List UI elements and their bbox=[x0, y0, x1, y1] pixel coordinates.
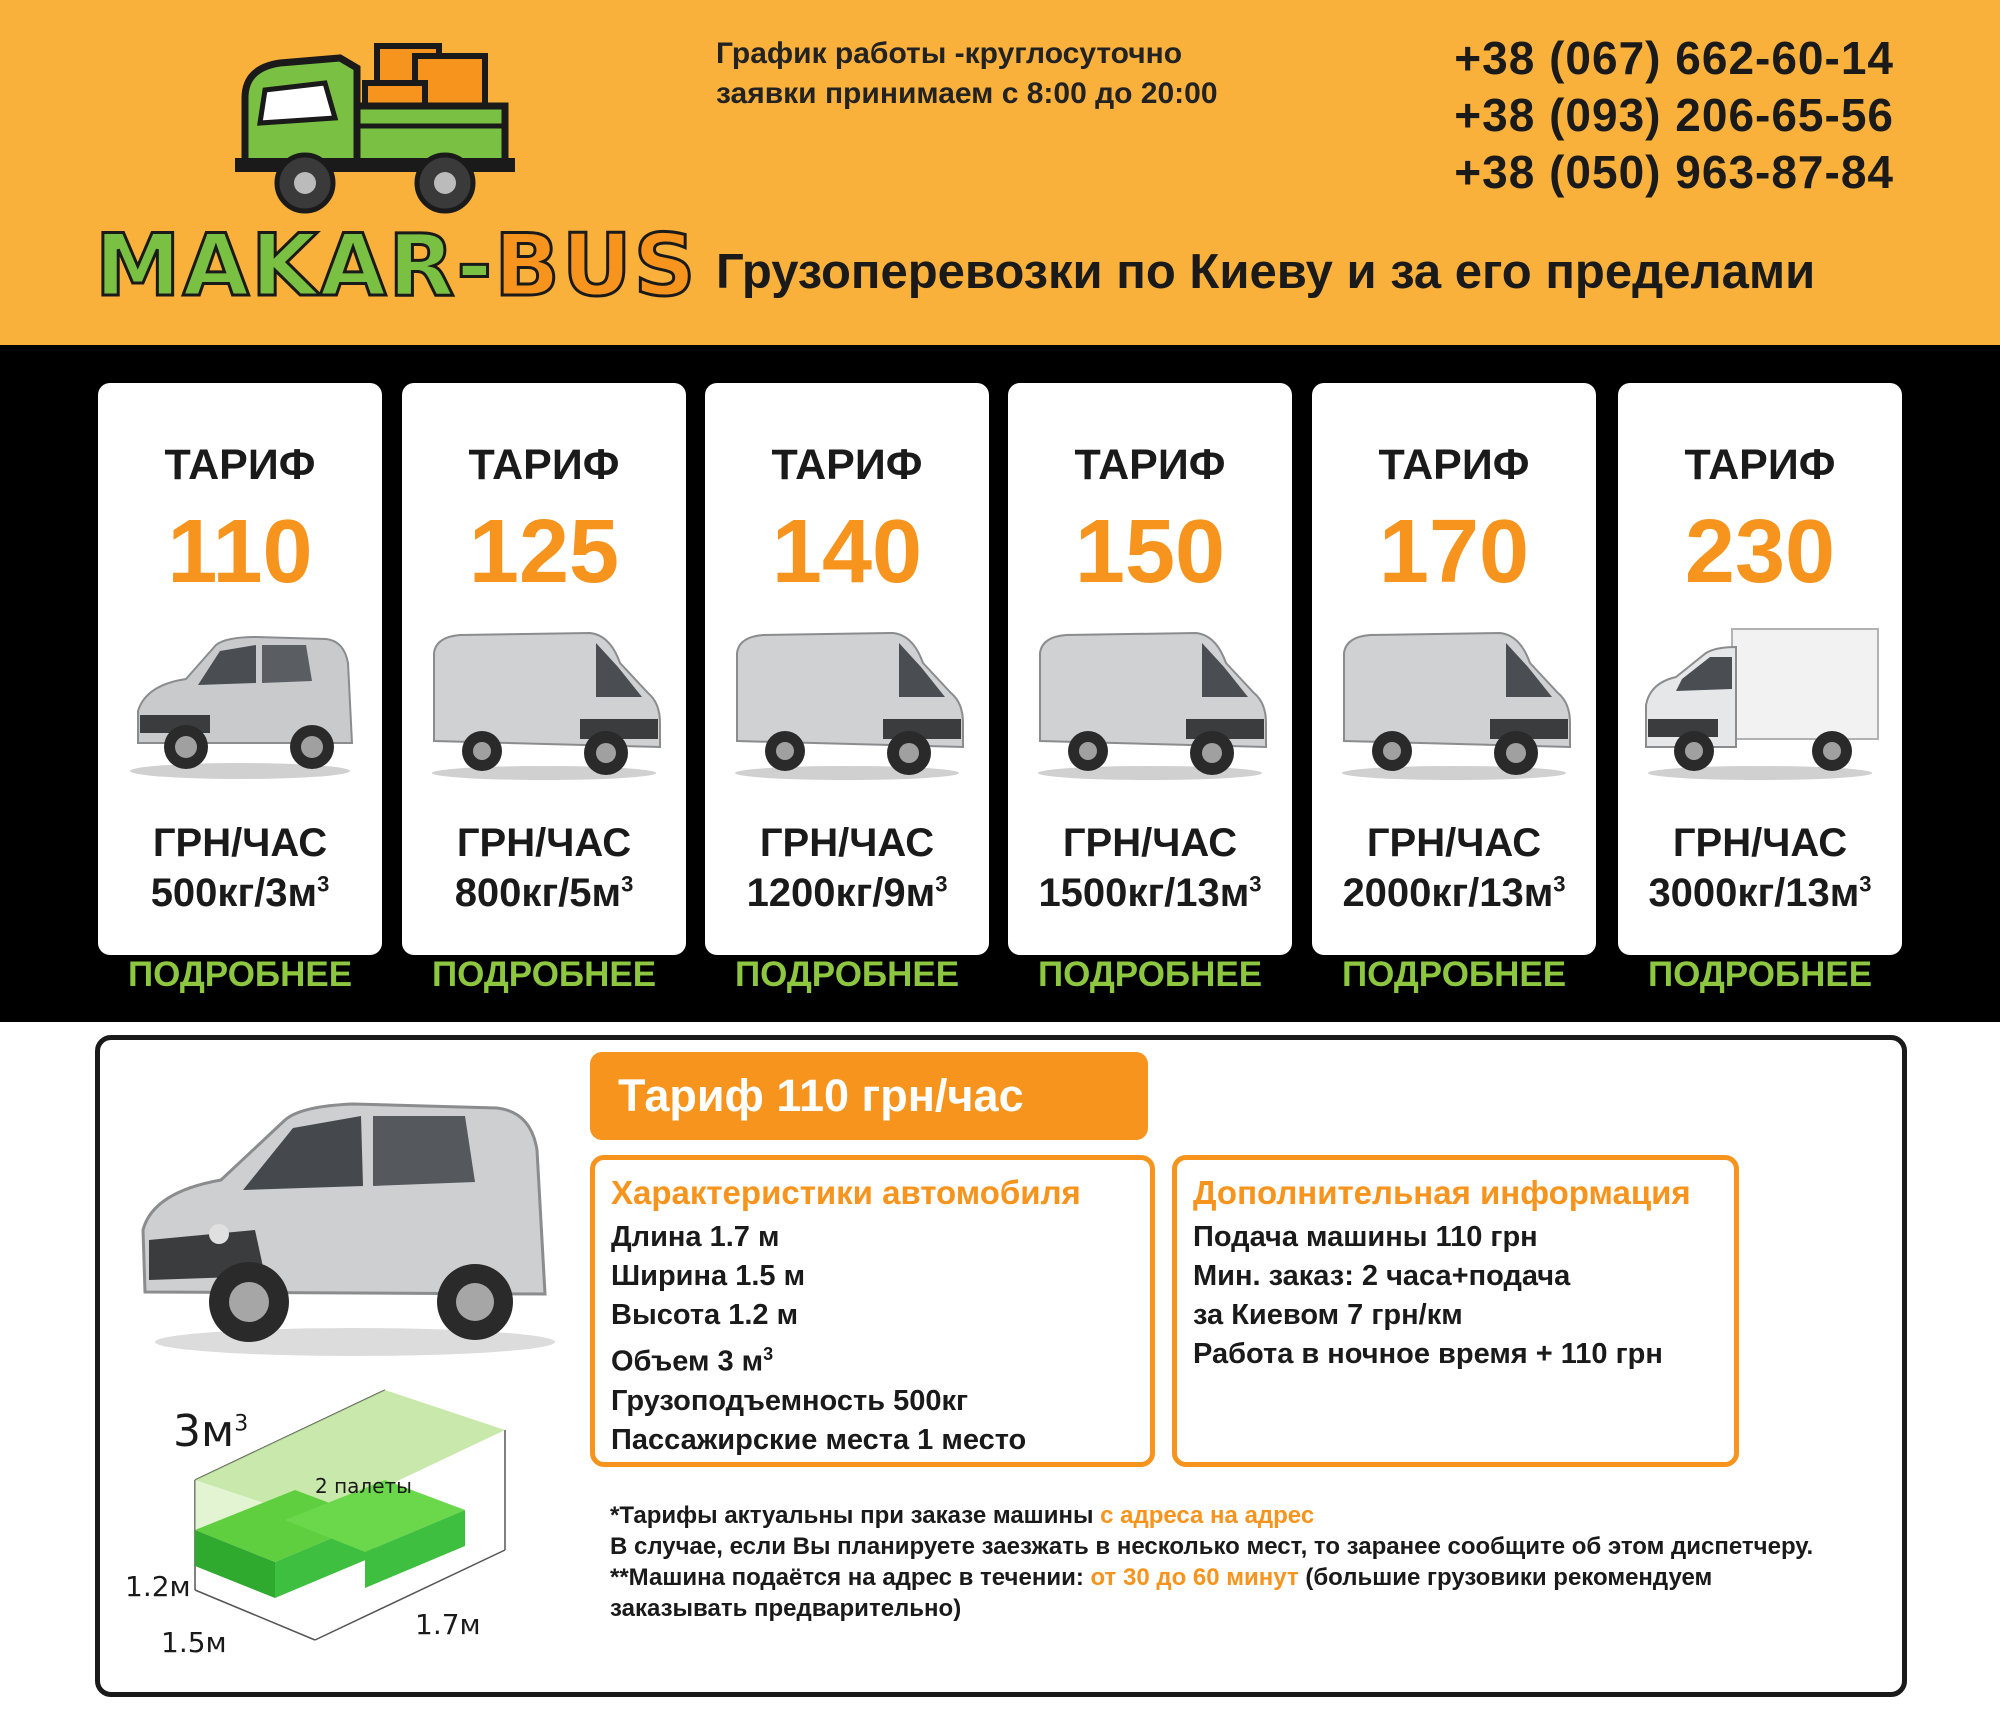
tariff-label: ТАРИФ bbox=[1684, 441, 1836, 489]
tariff-price: 110 bbox=[167, 502, 313, 602]
tariff-capacity: $2000кг/13м^3$ bbox=[1342, 871, 1566, 915]
compact-van-icon bbox=[116, 623, 364, 783]
tariff-unit: ГРН/ЧАС bbox=[759, 821, 935, 865]
spec-line: Ширина 1.5 м bbox=[611, 1260, 806, 1292]
cargo-volume-diagram bbox=[125, 1370, 585, 1670]
box-truck-icon bbox=[1636, 623, 1884, 783]
tariff-capacity: $1500кг/13м^3$ bbox=[1038, 871, 1262, 915]
tariff-price: 230 bbox=[1684, 502, 1836, 602]
vehicle-specs-box bbox=[590, 1155, 1155, 1467]
specs-title: Характеристики автомобиля bbox=[611, 1174, 1081, 1211]
tariff-price: 170 bbox=[1378, 502, 1530, 602]
details-link[interactable]: ПОДРОБНЕЕ bbox=[1037, 955, 1263, 994]
tariff-detail-title: Тариф 110 грн/час bbox=[590, 1052, 1148, 1140]
details-link[interactable]: ПОДРОБНЕЕ bbox=[431, 955, 657, 994]
note-line: **Машина подаётся на адрес в течении: от 30 до 60 минут (большие грузовики рекомендуем заказывать предварительно) bbox=[610, 1564, 1713, 1622]
spec-line: Пассажирские места 1 место bbox=[611, 1423, 1027, 1456]
tariff-card-170[interactable] bbox=[1312, 383, 1596, 994]
tariff-unit: ГРН/ЧАС bbox=[152, 821, 328, 865]
tariff-unit: ГРН/ЧАС bbox=[1672, 821, 1848, 865]
work-schedule bbox=[716, 34, 1218, 114]
spec-line: Высота 1.2 м bbox=[611, 1299, 799, 1331]
tariff-card-110[interactable] bbox=[98, 383, 382, 994]
tariff-price: 140 bbox=[771, 502, 923, 602]
info-line: Подача машины 110 грн bbox=[1193, 1221, 1538, 1253]
tariff-label: ТАРИФ bbox=[1074, 441, 1226, 489]
tariff-capacity: $1200кг/9м^3$ bbox=[746, 871, 948, 915]
tariff-label: ТАРИФ bbox=[468, 441, 620, 489]
tariff-price: 150 bbox=[1074, 502, 1226, 602]
details-link[interactable]: ПОДРОБНЕЕ bbox=[1647, 955, 1873, 994]
tariff-label: ТАРИФ bbox=[164, 441, 316, 489]
schedule-line: График работы -круглосуточно bbox=[716, 37, 1183, 70]
tariff-section bbox=[0, 345, 2000, 1022]
phone-link[interactable]: +38 (093) 206-65-56 bbox=[1454, 89, 1894, 141]
cargo-van-icon bbox=[420, 623, 668, 783]
tariff-unit: ГРН/ЧАС bbox=[1062, 821, 1238, 865]
tariff-capacity: $800кг/5м^3$ bbox=[454, 871, 634, 915]
spec-line: Объем 3 $м^3$ bbox=[611, 1344, 774, 1378]
info-line: за Киевом 7 грн/км bbox=[1193, 1299, 1463, 1331]
page-title: Грузоперевозки по Киеву и за его пределами bbox=[716, 245, 1816, 299]
tariff-card-230[interactable] bbox=[1618, 383, 1902, 994]
height-label: 1.2м bbox=[125, 1570, 191, 1603]
tariff-notes bbox=[610, 1500, 1830, 1624]
note-line: В случае, если Вы планируете заезжать в несколько мест, то заранее сообщите об этом диспетчеру. bbox=[610, 1533, 1814, 1560]
tariff-unit: ГРН/ЧАС bbox=[456, 821, 632, 865]
pallet-count-label: 2 палеты bbox=[315, 1474, 412, 1498]
cargo-van-icon bbox=[1330, 623, 1578, 783]
tariff-card-140[interactable] bbox=[705, 383, 989, 994]
phone-link[interactable]: +38 (067) 662-60-14 bbox=[1454, 32, 1894, 84]
spec-line: Грузоподъемность 500кг bbox=[611, 1384, 969, 1417]
tariff-card-150[interactable] bbox=[1008, 383, 1292, 994]
volume-label: $3м^3$ bbox=[173, 1406, 249, 1457]
tariff-capacity: $3000кг/13м^3$ bbox=[1648, 871, 1872, 915]
spec-line: Длина 1.7 м bbox=[611, 1221, 780, 1253]
tariff-label: ТАРИФ bbox=[771, 441, 923, 489]
phone-list bbox=[1454, 30, 1894, 201]
site-header bbox=[0, 0, 2000, 345]
logo[interactable] bbox=[95, 28, 698, 318]
tariff-unit: ГРН/ЧАС bbox=[1366, 821, 1542, 865]
details-link[interactable]: ПОДРОБНЕЕ bbox=[734, 955, 960, 994]
note-line: *Тарифы актуальны при заказе машины с адреса на адрес bbox=[610, 1502, 1315, 1529]
tariff-label: ТАРИФ bbox=[1378, 441, 1530, 489]
length-label: 1.7м bbox=[415, 1608, 481, 1641]
details-link[interactable]: ПОДРОБНЕЕ bbox=[1341, 955, 1567, 994]
width-label: 1.5м bbox=[161, 1626, 227, 1659]
cargo-van-icon bbox=[723, 623, 971, 783]
tariff-card-125[interactable] bbox=[402, 383, 686, 994]
info-line: Работа в ночное время + 110 грн bbox=[1193, 1338, 1663, 1370]
truck-logo-icon bbox=[95, 28, 655, 218]
extra-title: Дополнительная информация bbox=[1193, 1174, 1691, 1211]
tariff-price: 125 bbox=[468, 502, 620, 602]
tariff-detail-panel bbox=[95, 1035, 1907, 1697]
logo-wordmark: MAKAR-BUS bbox=[95, 216, 698, 316]
additional-info-box bbox=[1172, 1155, 1739, 1467]
phone-link[interactable]: +38 (050) 963-87-84 bbox=[1454, 146, 1894, 198]
tariff-capacity: $500кг/3м^3$ bbox=[150, 871, 330, 915]
compact-van-icon bbox=[125, 1080, 565, 1360]
schedule-line: заявки принимаем с 8:00 до 20:00 bbox=[716, 77, 1218, 110]
info-line: Мин. заказ: 2 часа+подача bbox=[1193, 1260, 1571, 1292]
cargo-van-icon bbox=[1026, 623, 1274, 783]
details-link[interactable]: ПОДРОБНЕЕ bbox=[127, 955, 353, 994]
